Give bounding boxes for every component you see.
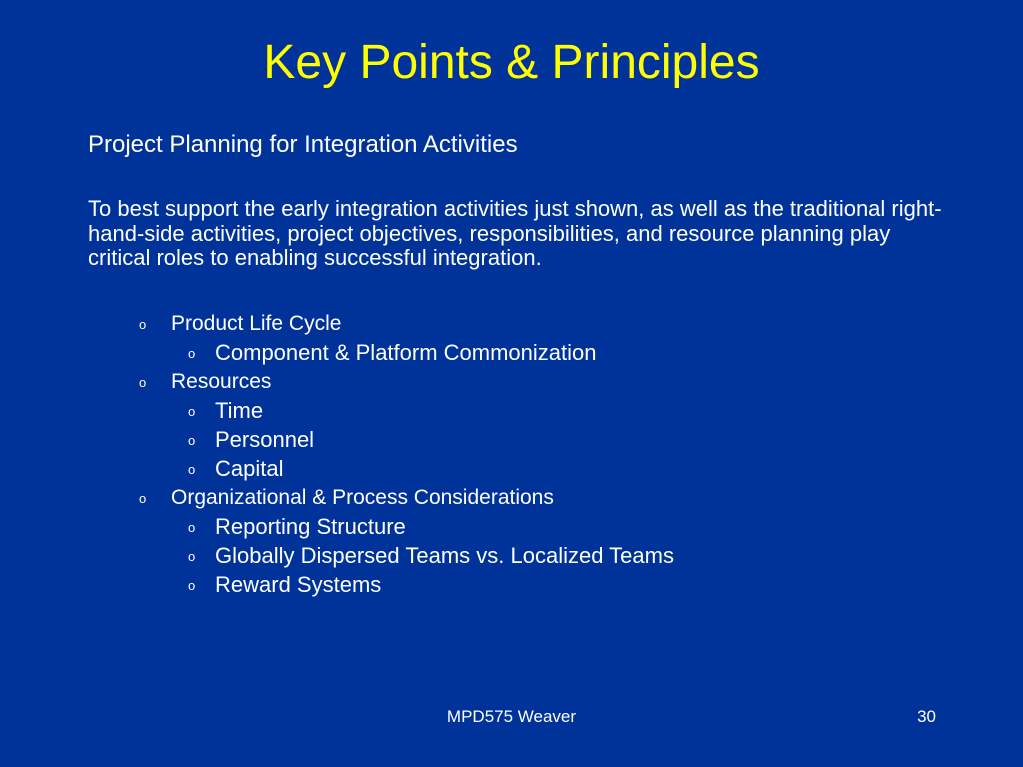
bullet-item	[0, 309, 1023, 338]
bullet-marker-icon: o	[139, 491, 147, 506]
bullet-list	[0, 309, 1023, 599]
bullet-marker-icon: o	[188, 346, 196, 361]
bullet-marker-icon: o	[139, 317, 147, 332]
intro-paragraph: To best support the early integration activities just shown, as well as the traditional right-hand-side activities, project objectives, responsibilities, and resource planning play critical roles to enabling successful integration.	[88, 196, 942, 270]
bullet-marker-icon: o	[188, 578, 196, 593]
sub-bullet-label: Time	[215, 398, 264, 423]
slide-subtitle: Project Planning for Integration Activities	[88, 131, 518, 158]
bullet-marker-icon: o	[188, 404, 196, 419]
sub-bullet-label: Component & Platform Commonization	[215, 340, 597, 365]
sub-bullet-item	[0, 570, 1023, 599]
sub-bullet-item	[0, 512, 1023, 541]
footer-page-number: 30	[917, 707, 936, 726]
sub-bullet-item	[0, 425, 1023, 454]
sub-bullet-label: Capital	[215, 456, 284, 481]
bullet-marker-icon: o	[188, 520, 196, 535]
sub-bullet-label: Reward Systems	[215, 572, 382, 597]
sub-bullet-item	[0, 454, 1023, 483]
bullet-label: Organizational & Process Considerations	[171, 486, 554, 509]
slide-title: Key Points & Principles	[263, 36, 760, 89]
sub-bullet-label: Personnel	[215, 427, 315, 452]
bullet-marker-icon: o	[188, 549, 196, 564]
sub-bullet-label: Reporting Structure	[215, 514, 406, 539]
bullet-marker-icon: o	[139, 375, 147, 390]
sub-bullet-label: Globally Dispersed Teams vs. Localized Teams	[215, 543, 674, 568]
sub-bullet-item	[0, 338, 1023, 367]
footer-presenter: MPD575 Weaver	[446, 707, 577, 726]
bullet-marker-icon: o	[188, 462, 196, 477]
bullet-item	[0, 367, 1023, 396]
sub-bullet-item	[0, 541, 1023, 570]
bullet-label: Resources	[171, 370, 272, 393]
bullet-item	[0, 483, 1023, 512]
bullet-label: Product Life Cycle	[171, 312, 342, 335]
bullet-marker-icon: o	[188, 433, 196, 448]
sub-bullet-item	[0, 396, 1023, 425]
